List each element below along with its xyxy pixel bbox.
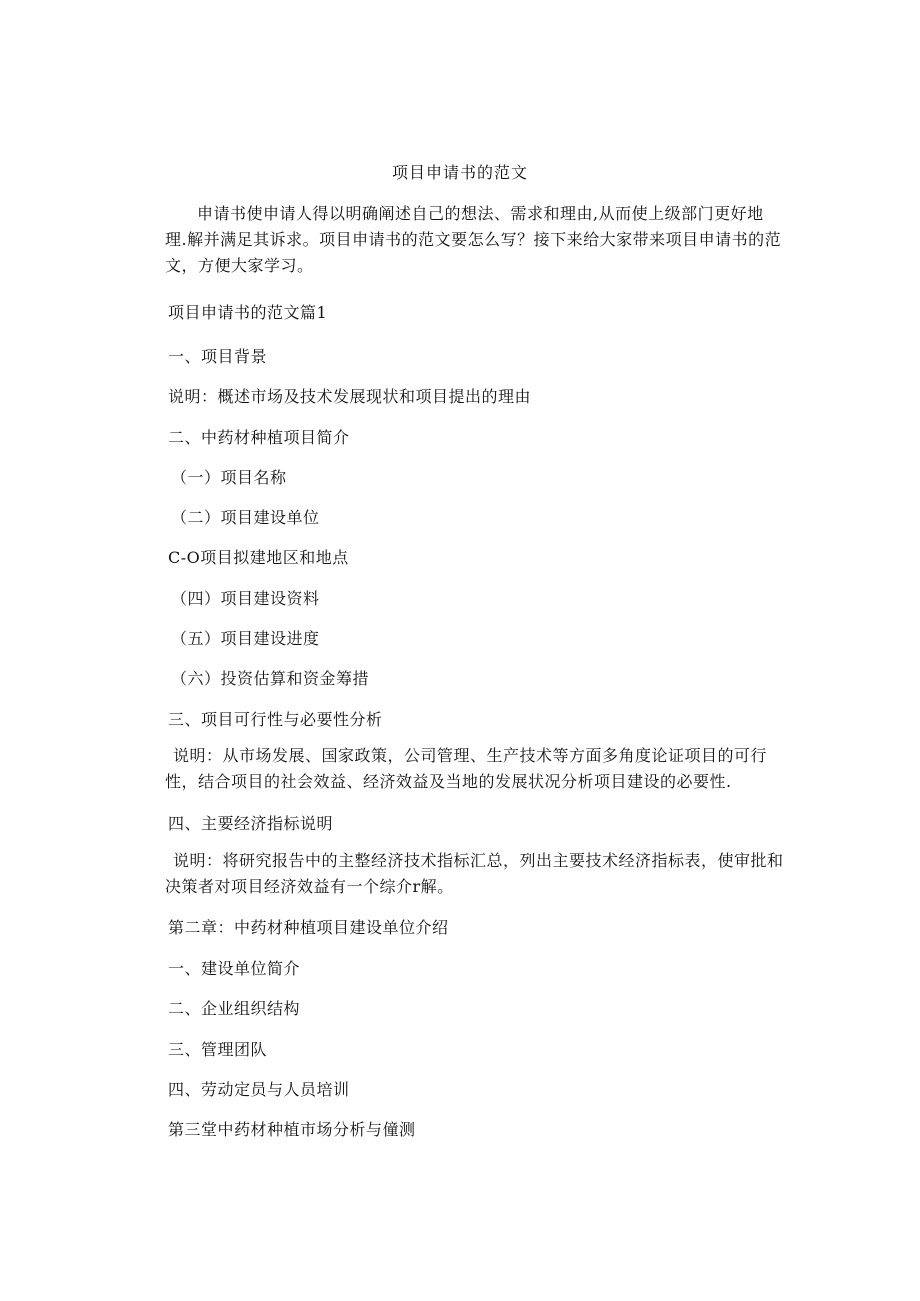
economic-indicators-description: 说明：将研究报告中的主整经济技术指标汇总，列出主要技术经济指标表，使审批和决策者对项目经济效益有一个综介r解。 xyxy=(165,851,784,896)
heading-feasibility: 三、项目可行性与必要性分析 xyxy=(168,710,383,729)
heading-project-background: 一、项目背景 xyxy=(168,347,268,366)
heading-economic-indicators: 四、主要经济指标说明 xyxy=(168,814,334,833)
document-title: 项目申请书的范文 xyxy=(391,163,528,182)
item-project-name: （一）项目名称 xyxy=(171,468,287,487)
item-investment-estimate: （六）投资估算和资金筹措 xyxy=(171,669,370,688)
chapter-three-heading: 第三堂中药材种植市场分析与僮测 xyxy=(168,1120,416,1139)
intro-paragraph: 申请书使申请人得以明确阐述自己的想法、需求和理由,从而使上级部门更好地理.解并满足其诉求。项目申请书的范文要怎么写？接下来给大家带来项目申请书的范文，方便大家学习。 xyxy=(165,204,782,275)
item-management-team: 三、管理团队 xyxy=(168,1040,268,1059)
heading-project-intro: 二、中药材种植项目简介 xyxy=(168,428,350,447)
project-background-description: 说明：概述市场及技术发展现状和项目提出的理由 xyxy=(168,387,532,406)
item-org-structure: 二、企业组织结构 xyxy=(168,999,301,1018)
item-construction-schedule: （五）项目建设进度 xyxy=(171,629,320,648)
item-construction-materials: （四）项目建设资料 xyxy=(171,589,320,608)
feasibility-description: 说明：从市场发展、国家政策，公司管理、生产技术等方面多角度论证项目的可行性，结合项目的社会效益、经济效益及当地的发展状况分析项目建设的必要性. xyxy=(165,746,768,791)
item-unit-intro: 一、建设单位简介 xyxy=(168,959,301,978)
chapter-two-heading: 第二章：中药材种植项目建设单位介绍 xyxy=(168,918,449,937)
item-staffing-training: 四、劳动定员与人员培训 xyxy=(168,1080,350,1099)
section-title: 项目申请书的范文篇1 xyxy=(168,303,328,322)
item-site-location: C-O项目拟建地区和地点 xyxy=(168,548,349,567)
item-construction-unit: （二）项目建设单位 xyxy=(171,508,320,527)
